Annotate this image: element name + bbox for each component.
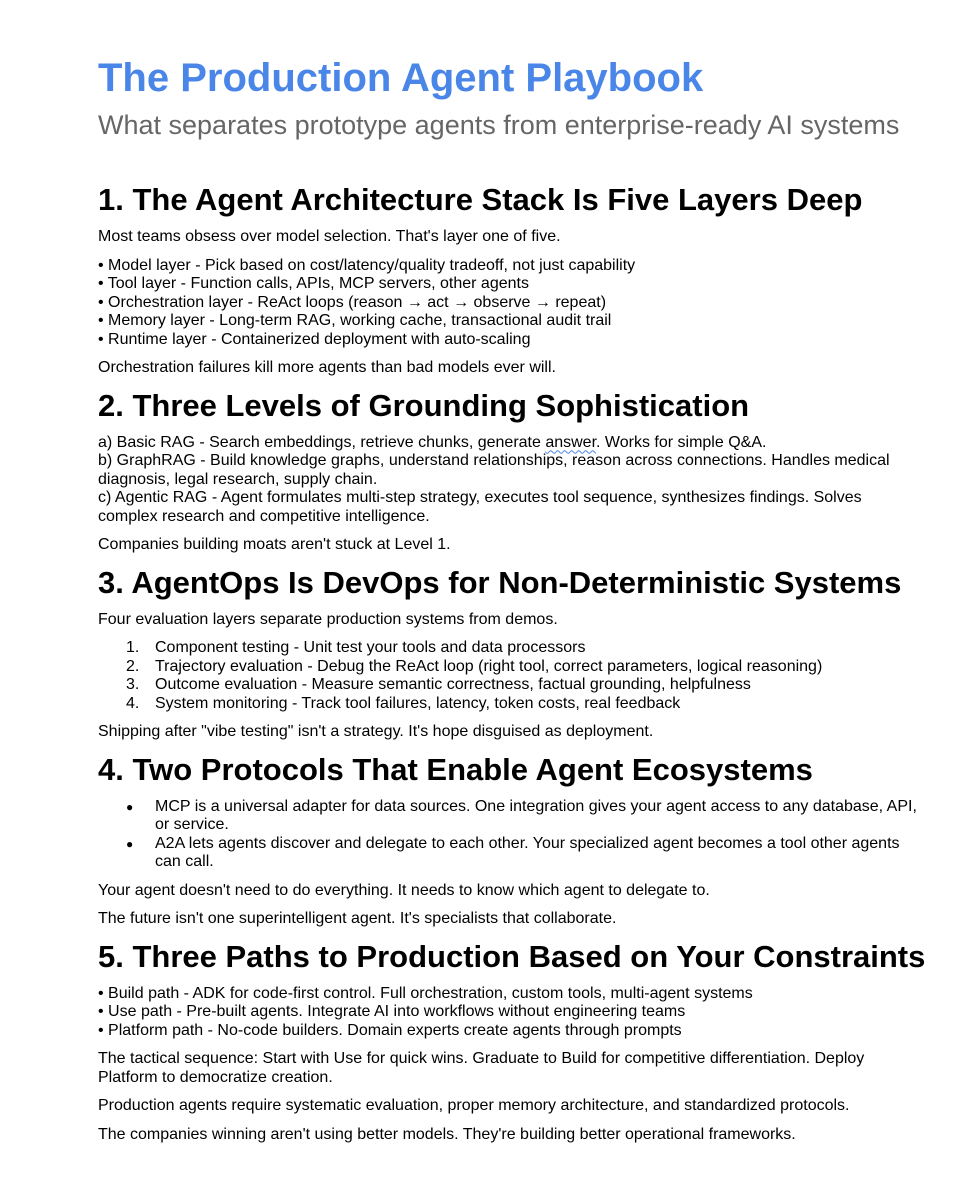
- section-4-protocol-list: [98, 798, 928, 872]
- section-3-eval-list: [98, 639, 928, 713]
- list-item: • Runtime layer - Containerized deployment with auto-scaling: [98, 330, 531, 348]
- section-1-layer-list: [98, 257, 928, 350]
- section-5-conclusion: The companies winning aren't using better models. They're building better operational frameworks.: [98, 1125, 796, 1143]
- level-a: a) Basic RAG - Search embeddings, retrieve chunks, generate answer. Works for simple Q&A.: [98, 433, 767, 451]
- section-grounding: [98, 384, 928, 555]
- section-architecture-stack: [98, 178, 928, 378]
- section-5-path-list: [98, 985, 928, 1041]
- section-1-heading: 1. The Agent Architecture Stack Is Five Layers Deep: [98, 182, 863, 217]
- list-item: • Use path - Pre-built agents. Integrate AI into workflows without engineering teams: [98, 1003, 686, 1020]
- section-2-levels: [98, 434, 928, 527]
- section-3-heading: 3. AgentOps Is DevOps for Non-Deterministic Systems: [98, 564, 902, 600]
- bullet-dot: ●: [126, 799, 134, 814]
- list-item: • Platform path - No-code builders. Domain experts create agents through prompts: [98, 1021, 682, 1039]
- document-body: [98, 178, 928, 1144]
- section-2-closing: Companies building moats aren't stuck at Level 1.: [98, 536, 451, 553]
- section-agentops: [98, 561, 928, 742]
- level-b-line2: diagnosis, legal research, supply chain.: [98, 470, 378, 488]
- list-item: • Model layer - Pick based on cost/latency/quality tradeoff, not just capability: [98, 256, 636, 274]
- list-item: • Build path - ADK for code-first control. Full orchestration, custom tools, multi-agent systems: [98, 984, 753, 1002]
- list-item: ● A2A lets agents discover and delegate to each other. Your specialized agent becomes a tool other agents can call.: [126, 834, 900, 870]
- spellcheck-word: answer: [545, 433, 597, 451]
- level-c-line1: c) Agentic RAG - Agent formulates multi-step strategy, executes tool sequence, synthesizes findings. Solves: [98, 489, 862, 506]
- section-3-closing: Shipping after "vibe testing" isn't a strategy. It's hope disguised as deployment.: [98, 723, 654, 740]
- section-4-closing-2: The future isn't one superintelligent agent. It's specialists that collaborate.: [98, 910, 617, 927]
- list-item: ● MCP is a universal adapter for data sources. One integration gives your agent access to any database, API, or service.: [126, 797, 917, 833]
- section-paths: [98, 935, 928, 1145]
- list-item: 4. System monitoring - Track tool failures, latency, token costs, real feedback: [126, 694, 681, 712]
- list-item: 1. Component testing - Unit test your tools and data processors: [126, 639, 586, 656]
- section-3-intro: Four evaluation layers separate production systems from demos.: [98, 610, 558, 628]
- section-1-closing: Orchestration failures kill more agents than bad models ever will.: [98, 359, 556, 376]
- bullet-dot: ●: [126, 836, 134, 851]
- section-5-heading: 5. Three Paths to Production Based on Your Constraints: [98, 938, 926, 974]
- level-c-line2: complex research and competitive intelligence.: [98, 507, 430, 525]
- section-1-intro: Most teams obsess over model selection. That's layer one of five.: [98, 228, 561, 245]
- list-item: 3. Outcome evaluation - Measure semantic correctness, factual grounding, helpfulness: [126, 676, 751, 693]
- list-item: • Orchestration layer - ReAct loops (reason → act → observe → repeat): [98, 293, 607, 311]
- section-5-requirements: Production agents require systematic evaluation, proper memory architecture, and standardized protocols.: [98, 1097, 850, 1114]
- section-2-heading: 2. Three Levels of Grounding Sophistication: [98, 387, 750, 423]
- list-item: • Tool layer - Function calls, APIs, MCP servers, other agents: [98, 275, 529, 292]
- list-item: 2. Trajectory evaluation - Debug the ReAct loop (right tool, correct parameters, logical reasoning): [126, 657, 823, 675]
- level-b-line1: b) GraphRAG - Build knowledge graphs, understand relationships, reason across connections. Handles medical: [98, 452, 890, 469]
- document-title: The Production Agent Playbook: [98, 56, 704, 100]
- section-protocols: [98, 748, 928, 929]
- section-4-heading: 4. Two Protocols That Enable Agent Ecosystems: [98, 751, 813, 787]
- list-item: • Memory layer - Long-term RAG, working cache, transactional audit trail: [98, 312, 612, 329]
- section-4-closing-1: Your agent doesn't need to do everything. It needs to know which agent to delegate to.: [98, 881, 710, 899]
- section-5-sequence: The tactical sequence: Start with Use for quick wins. Graduate to Build for competitive differentiation. Deploy Platform to democratize creation.: [98, 1050, 865, 1086]
- document-subtitle: What separates prototype agents from enterprise-ready AI systems: [98, 110, 900, 140]
